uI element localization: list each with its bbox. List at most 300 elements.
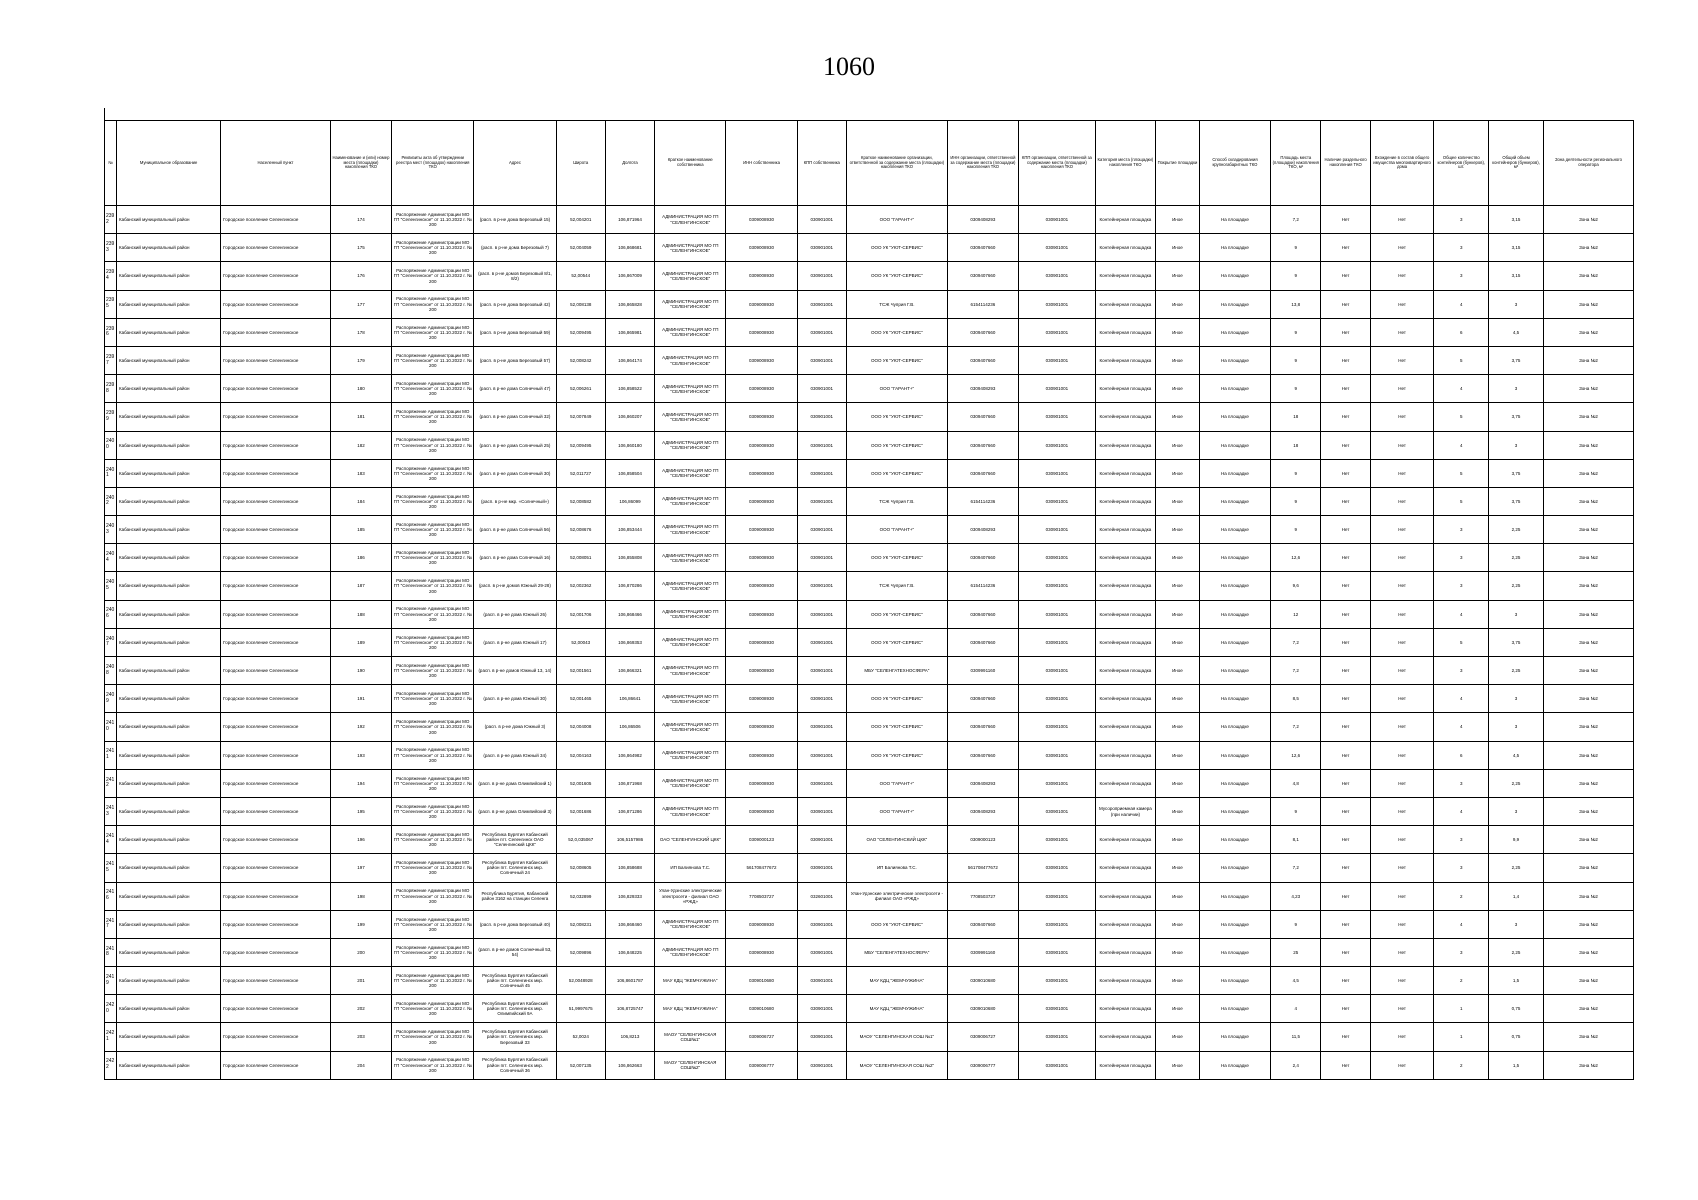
address-cell: (расп. в р-не дома Березовый 15) [474, 206, 556, 234]
category-cell: Контейнерная площадка [1095, 967, 1155, 995]
container-count-cell: 3 [1434, 234, 1489, 262]
column-header: Наименование и (или) номер места (площадки) накопления ТКО [330, 121, 391, 206]
area-cell: 7,2 [1271, 657, 1321, 685]
address-cell: (расп. в р-не дома Олимпийский 3) [474, 797, 556, 825]
category-cell: Контейнерная площадка [1095, 713, 1155, 741]
owner-cell: АДМИНИСТРАЦИЯ МО ГП "СЕЛЕНГИНСКОЕ" [655, 769, 726, 797]
organization-kpp-cell: 030901001 [1019, 290, 1096, 318]
zone-cell: Зона №2 [1543, 487, 1633, 515]
bulky-waste-cell: На площадке [1199, 769, 1270, 797]
settlement-cell: Городское поселение Селенгинское [221, 910, 331, 938]
zone-cell: Зона №2 [1543, 403, 1633, 431]
owner-inn-cell: 0309008930 [726, 628, 797, 656]
container-count-cell: 3 [1434, 854, 1489, 882]
bulky-waste-cell: На площадке [1199, 938, 1270, 966]
category-cell: Контейнерная площадка [1095, 854, 1155, 882]
zone-cell: Зона №2 [1543, 318, 1633, 346]
owner-inn-cell: 0309008930 [726, 797, 797, 825]
act-cell: Распоряжение Администрации МО ГП "Селенгинское" от 11.10.2022 г. № 200 [392, 459, 474, 487]
column-header: Категория места (площадки) накопления ТКО [1095, 121, 1155, 206]
coverage-cell: Иное [1156, 290, 1200, 318]
longitude-cell: 106,5157986 [605, 826, 654, 854]
site-id-cell: 177 [330, 290, 391, 318]
organization-cell: МАУ КДЦ "ЖЕМЧУЖИНА" [846, 967, 947, 995]
area-cell: 18 [1271, 431, 1321, 459]
row-number: 2418 [105, 938, 117, 966]
municipality-cell: Кабанский муниципальный район [117, 797, 221, 825]
table-row [105, 967, 1634, 995]
settlement-cell: Городское поселение Селенгинское [221, 262, 331, 290]
municipality-cell: Кабанский муниципальный район [117, 995, 221, 1023]
bulky-waste-cell: На площадке [1199, 290, 1270, 318]
table-row [105, 826, 1634, 854]
owner-cell: АДМИНИСТРАЦИЯ МО ГП "СЕЛЕНГИНСКОЕ" [655, 262, 726, 290]
owner-kpp-cell: 030901001 [797, 938, 846, 966]
organization-inn-cell: 6154114236 [947, 290, 1018, 318]
organization-kpp-cell: 030901001 [1019, 967, 1096, 995]
container-volume-cell: 4,5 [1489, 318, 1544, 346]
settlement-cell: Городское поселение Селенгинское [221, 234, 331, 262]
act-cell: Распоряжение Администрации МО ГП "Селенгинское" от 11.10.2022 г. № 200 [392, 572, 474, 600]
bulky-waste-cell: На площадке [1199, 262, 1270, 290]
latitude-cell: 52,032899 [556, 882, 605, 910]
longitude-cell: 106,871968 [605, 769, 654, 797]
common-property-cell: Нет [1370, 600, 1434, 628]
separate-collection-cell: Нет [1321, 741, 1370, 769]
longitude-cell: 106,868466 [605, 600, 654, 628]
table-row [105, 741, 1634, 769]
owner-cell: АДМИНИСТРАЦИЯ МО ГП "СЕЛЕНГИНСКОЕ" [655, 318, 726, 346]
separate-collection-cell: Нет [1321, 995, 1370, 1023]
latitude-cell: 51,9997675 [556, 995, 605, 1023]
longitude-cell: 106,871964 [605, 206, 654, 234]
address-cell: (расп. в р-не дома Солнечный 16) [474, 544, 556, 572]
organization-kpp-cell: 030901001 [1019, 234, 1096, 262]
owner-inn-cell: 0309008930 [726, 403, 797, 431]
container-volume-cell: 2,25 [1489, 572, 1544, 600]
table-row [105, 516, 1634, 544]
organization-kpp-cell: 030901001 [1019, 1023, 1096, 1051]
latitude-cell: 52,007849 [556, 403, 605, 431]
organization-inn-cell: 6154114236 [947, 572, 1018, 600]
organization-inn-cell: 0309407660 [947, 741, 1018, 769]
latitude-cell: 52,009896 [556, 938, 605, 966]
bulky-waste-cell: На площадке [1199, 459, 1270, 487]
container-count-cell: 2 [1434, 967, 1489, 995]
area-cell: 9 [1271, 262, 1321, 290]
container-volume-cell: 2,25 [1489, 657, 1544, 685]
organization-cell: ООО "ГАРАНТ+" [846, 769, 947, 797]
separate-collection-cell: Нет [1321, 657, 1370, 685]
common-property-cell: Нет [1370, 741, 1434, 769]
address-cell: Республика Бурятия Кабанский район пгт. Селенгинск мкр. Солнечный 24 [474, 854, 556, 882]
latitude-cell: 52,006261 [556, 375, 605, 403]
organization-cell: ООО УК "УЮТ-СЕРВИС" [846, 262, 947, 290]
address-cell: (расп. в р-не дома Березовый 42) [474, 290, 556, 318]
area-cell: 8,5 [1271, 685, 1321, 713]
owner-kpp-cell: 030901001 [797, 206, 846, 234]
latitude-cell: 52,004059 [556, 234, 605, 262]
category-cell: Контейнерная площадка [1095, 741, 1155, 769]
zone-cell: Зона №2 [1543, 206, 1633, 234]
municipality-cell: Кабанский муниципальный район [117, 826, 221, 854]
municipality-cell: Кабанский муниципальный район [117, 544, 221, 572]
column-header: Реквизиты акта об утверждении реестра мест (площадок) накопления ТКО [392, 121, 474, 206]
owner-cell: АДМИНИСТРАЦИЯ МО ГП "СЕЛЕНГИНСКОЕ" [655, 628, 726, 656]
bulky-waste-cell: На площадке [1199, 318, 1270, 346]
container-volume-cell: 4,5 [1489, 741, 1544, 769]
common-property-cell: Нет [1370, 882, 1434, 910]
owner-kpp-cell: 030901001 [797, 459, 846, 487]
organization-cell: ООО УК "УЮТ-СЕРВИС" [846, 741, 947, 769]
address-cell: (расп. в р-не домов Южный 13, 14) [474, 657, 556, 685]
site-id-cell: 191 [330, 685, 391, 713]
municipality-cell: Кабанский муниципальный район [117, 516, 221, 544]
site-id-cell: 203 [330, 1023, 391, 1051]
longitude-cell: 106,86099 [605, 487, 654, 515]
coverage-cell: Иное [1156, 628, 1200, 656]
latitude-cell: 52,001706 [556, 600, 605, 628]
municipality-cell: Кабанский муниципальный район [117, 403, 221, 431]
organization-cell: ООО УК "УЮТ-СЕРВИС" [846, 910, 947, 938]
latitude-cell: 52,004163 [556, 741, 605, 769]
common-property-cell: Нет [1370, 544, 1434, 572]
bulky-waste-cell: На площадке [1199, 657, 1270, 685]
owner-kpp-cell: 030901001 [797, 967, 846, 995]
separate-collection-cell: Нет [1321, 769, 1370, 797]
address-cell: (расп. в р-не дома Южный 34) [474, 741, 556, 769]
row-number: 2400 [105, 431, 117, 459]
organization-kpp-cell: 030901001 [1019, 544, 1096, 572]
row-number: 2411 [105, 741, 117, 769]
latitude-cell: 52,008605 [556, 854, 605, 882]
owner-kpp-cell: 030901001 [797, 600, 846, 628]
row-number: 2415 [105, 854, 117, 882]
longitude-cell: 106,8213 [605, 1023, 654, 1051]
zone-cell: Зона №2 [1543, 685, 1633, 713]
coverage-cell: Иное [1156, 262, 1200, 290]
latitude-cell: 52,008676 [556, 516, 605, 544]
owner-cell: АДМИНИСТРАЦИЯ МО ГП "СЕЛЕНГИНСКОЕ" [655, 938, 726, 966]
common-property-cell: Нет [1370, 290, 1434, 318]
organization-inn-cell: 0309407660 [947, 600, 1018, 628]
address-cell: (расп. в р-не дома Солнечный 32) [474, 403, 556, 431]
municipality-cell: Кабанский муниципальный район [117, 1051, 221, 1079]
coverage-cell: Иное [1156, 1023, 1200, 1051]
row-number: 2401 [105, 459, 117, 487]
row-number: 2410 [105, 713, 117, 741]
organization-kpp-cell: 030901001 [1019, 685, 1096, 713]
row-number: 2406 [105, 600, 117, 628]
owner-kpp-cell: 030901001 [797, 797, 846, 825]
table-row [105, 910, 1634, 938]
area-cell: 7,2 [1271, 713, 1321, 741]
organization-cell: ООО УК "УЮТ-СЕРВИС" [846, 318, 947, 346]
owner-cell: Улан-Удэнские электрические электросети - филиал ОАО «РЖД» [655, 882, 726, 910]
address-cell: Республика Бурятия Кабанский район пгт. Селенгинск мкр. Березовый 33 [474, 1023, 556, 1051]
site-id-cell: 182 [330, 431, 391, 459]
container-volume-cell: 3,75 [1489, 403, 1544, 431]
site-id-cell: 204 [330, 1051, 391, 1079]
address-cell: Республика Бурятия, Кабанский район 3162 на станции Селенга [474, 882, 556, 910]
organization-cell: ТСЖ Чуприя Г.В. [846, 487, 947, 515]
owner-cell: АДМИНИСТРАЦИЯ МО ГП "СЕЛЕНГИНСКОЕ" [655, 206, 726, 234]
municipality-cell: Кабанский муниципальный район [117, 487, 221, 515]
common-property-cell: Нет [1370, 657, 1434, 685]
owner-inn-cell: 0309008930 [726, 318, 797, 346]
row-number: 2394 [105, 262, 117, 290]
act-cell: Распоряжение Администрации МО ГП "Селенгинское" от 11.10.2022 г. № 200 [392, 600, 474, 628]
organization-kpp-cell: 030901001 [1019, 713, 1096, 741]
row-number: 2416 [105, 882, 117, 910]
separate-collection-cell: Нет [1321, 431, 1370, 459]
common-property-cell: Нет [1370, 797, 1434, 825]
municipality-cell: Кабанский муниципальный район [117, 685, 221, 713]
organization-inn-cell: 0309408293 [947, 516, 1018, 544]
owner-inn-cell: 0309008930 [726, 262, 797, 290]
common-property-cell: Нет [1370, 1023, 1434, 1051]
settlement-cell: Городское поселение Селенгинское [221, 487, 331, 515]
column-header: Покрытие площадки [1156, 121, 1200, 206]
latitude-cell: 52,008231 [556, 910, 605, 938]
container-count-cell: 5 [1434, 346, 1489, 374]
latitude-cell: 52,008138 [556, 290, 605, 318]
owner-inn-cell: 0309008930 [726, 516, 797, 544]
column-header: ИНН собственника [726, 121, 797, 206]
longitude-cell: 106,864982 [605, 741, 654, 769]
settlement-cell: Городское поселение Селенгинское [221, 685, 331, 713]
settlement-cell: Городское поселение Селенгинское [221, 572, 331, 600]
coverage-cell: Иное [1156, 431, 1200, 459]
row-number: 2404 [105, 544, 117, 572]
category-cell: Контейнерная площадка [1095, 487, 1155, 515]
owner-kpp-cell: 030901001 [797, 262, 846, 290]
address-cell: (расп. в р-не дома Березовый 40) [474, 910, 556, 938]
common-property-cell: Нет [1370, 234, 1434, 262]
organization-inn-cell: 0309407660 [947, 262, 1018, 290]
area-cell: 9 [1271, 375, 1321, 403]
site-id-cell: 180 [330, 375, 391, 403]
coverage-cell: Иное [1156, 938, 1200, 966]
organization-inn-cell: 0309408293 [947, 375, 1018, 403]
owner-cell: АДМИНИСТРАЦИЯ МО ГП "СЕЛЕНГИНСКОЕ" [655, 600, 726, 628]
municipality-cell: Кабанский муниципальный район [117, 769, 221, 797]
owner-kpp-cell: 030901001 [797, 403, 846, 431]
organization-kpp-cell: 030901001 [1019, 910, 1096, 938]
zone-cell: Зона №2 [1543, 628, 1633, 656]
category-cell: Контейнерная площадка [1095, 459, 1155, 487]
owner-cell: АДМИНИСТРАЦИЯ МО ГП "СЕЛЕНГИНСКОЕ" [655, 290, 726, 318]
address-cell: (расп. в р-не дома Южный 26) [474, 600, 556, 628]
zone-cell: Зона №2 [1543, 657, 1633, 685]
settlement-cell: Городское поселение Селенгинское [221, 206, 331, 234]
bulky-waste-cell: На площадке [1199, 910, 1270, 938]
area-cell: 9,6 [1271, 572, 1321, 600]
common-property-cell: Нет [1370, 769, 1434, 797]
organization-cell: МАОУ "СЕЛЕНГИНСКАЯ СОШ №1" [846, 1023, 947, 1051]
settlement-cell: Городское поселение Селенгинское [221, 628, 331, 656]
separate-collection-cell: Нет [1321, 628, 1370, 656]
container-count-cell: 4 [1434, 431, 1489, 459]
container-count-cell: 3 [1434, 769, 1489, 797]
owner-inn-cell: 0309008930 [726, 910, 797, 938]
latitude-cell: 52,004008 [556, 713, 605, 741]
owner-inn-cell: 0309008930 [726, 685, 797, 713]
owner-cell: АДМИНИСТРАЦИЯ МО ГП "СЕЛЕНГИНСКОЕ" [655, 797, 726, 825]
organization-cell: Улан-Удэнские электрические электросети - филиал ОАО «РЖД» [846, 882, 947, 910]
site-id-cell: 189 [330, 628, 391, 656]
owner-kpp-cell: 030901001 [797, 1051, 846, 1079]
zone-cell: Зона №2 [1543, 938, 1633, 966]
container-volume-cell: 2,25 [1489, 769, 1544, 797]
table-row [105, 713, 1634, 741]
latitude-cell: 52,001605 [556, 769, 605, 797]
municipality-cell: Кабанский муниципальный район [117, 854, 221, 882]
longitude-cell: 106,848225 [605, 938, 654, 966]
longitude-cell: 106,86641 [605, 685, 654, 713]
settlement-cell: Городское поселение Селенгинское [221, 854, 331, 882]
container-count-cell: 1 [1434, 1023, 1489, 1051]
owner-kpp-cell: 030901001 [797, 995, 846, 1023]
site-id-cell: 184 [330, 487, 391, 515]
longitude-cell: 106,8725747 [605, 995, 654, 1023]
act-cell: Распоряжение Администрации МО ГП "Селенгинское" от 11.10.2022 г. № 200 [392, 826, 474, 854]
address-cell: (расп. в р-не домов Березовый 8/1, 8/2) [474, 262, 556, 290]
category-cell: Контейнерная площадка [1095, 628, 1155, 656]
coverage-cell: Иное [1156, 487, 1200, 515]
common-property-cell: Нет [1370, 1051, 1434, 1079]
container-volume-cell: 3 [1489, 600, 1544, 628]
owner-cell: МАУ КДЦ "ЖЕМЧУЖИНА" [655, 995, 726, 1023]
site-id-cell: 200 [330, 938, 391, 966]
category-cell: Контейнерная площадка [1095, 572, 1155, 600]
zone-cell: Зона №2 [1543, 1051, 1633, 1079]
coverage-cell: Иное [1156, 1051, 1200, 1079]
organization-kpp-cell: 030901001 [1019, 346, 1096, 374]
zone-cell: Зона №2 [1543, 431, 1633, 459]
site-id-cell: 197 [330, 854, 391, 882]
container-count-cell: 5 [1434, 628, 1489, 656]
container-count-cell: 2 [1434, 1051, 1489, 1079]
area-cell: 7,2 [1271, 854, 1321, 882]
container-count-cell: 4 [1434, 797, 1489, 825]
act-cell: Распоряжение Администрации МО ГП "Селенгинское" от 11.10.2022 г. № 200 [392, 769, 474, 797]
owner-kpp-cell: 030901001 [797, 431, 846, 459]
owner-inn-cell: 0309010680 [726, 995, 797, 1023]
bulky-waste-cell: На площадке [1199, 741, 1270, 769]
owner-inn-cell: 0309008930 [726, 346, 797, 374]
owner-inn-cell: 0309008930 [726, 375, 797, 403]
settlement-cell: Городское поселение Селенгинское [221, 431, 331, 459]
settlement-cell: Городское поселение Селенгинское [221, 797, 331, 825]
separate-collection-cell: Нет [1321, 544, 1370, 572]
zone-cell: Зона №2 [1543, 826, 1633, 854]
category-cell: Мусороприемная камера (при наличии) [1095, 797, 1155, 825]
site-id-cell: 193 [330, 741, 391, 769]
table-row [105, 685, 1634, 713]
area-cell: 12,6 [1271, 544, 1321, 572]
table-row [105, 346, 1634, 374]
bulky-waste-cell: На площадке [1199, 628, 1270, 656]
owner-inn-cell: 0309008930 [726, 431, 797, 459]
settlement-cell: Городское поселение Селенгинское [221, 713, 331, 741]
zone-cell: Зона №2 [1543, 262, 1633, 290]
separate-collection-cell: Нет [1321, 600, 1370, 628]
address-cell: (расп. в р-не дома Березовый 59) [474, 318, 556, 346]
organization-cell: МБУ "СЕЛЕНГАТЕХНОСФЕРА" [846, 657, 947, 685]
latitude-cell: 52,0024 [556, 1023, 605, 1051]
longitude-cell: 106,871286 [605, 797, 654, 825]
area-cell: 9 [1271, 459, 1321, 487]
zone-cell: Зона №2 [1543, 995, 1633, 1023]
longitude-cell: 106,858504 [605, 459, 654, 487]
address-cell: (расп. в р-не дома Южный 3) [474, 713, 556, 741]
table-row [105, 854, 1634, 882]
organization-cell: ООО "ГАРАНТ+" [846, 797, 947, 825]
owner-cell: АДМИНИСТРАЦИЯ МО ГП "СЕЛЕНГИНСКОЕ" [655, 234, 726, 262]
area-cell: 25 [1271, 938, 1321, 966]
header-row [105, 121, 1634, 206]
coverage-cell: Иное [1156, 910, 1200, 938]
container-volume-cell: 3,75 [1489, 487, 1544, 515]
bulky-waste-cell: На площадке [1199, 403, 1270, 431]
latitude-cell: 52,002362 [556, 572, 605, 600]
site-id-cell: 202 [330, 995, 391, 1023]
organization-kpp-cell: 030901001 [1019, 487, 1096, 515]
zone-cell: Зона №2 [1543, 797, 1633, 825]
container-volume-cell: 2,25 [1489, 516, 1544, 544]
organization-kpp-cell: 030901001 [1019, 262, 1096, 290]
coverage-cell: Иное [1156, 769, 1200, 797]
zone-cell: Зона №2 [1543, 375, 1633, 403]
site-id-cell: 185 [330, 516, 391, 544]
category-cell: Контейнерная площадка [1095, 657, 1155, 685]
separate-collection-cell: Нет [1321, 685, 1370, 713]
row-number: 2413 [105, 797, 117, 825]
zone-cell: Зона №2 [1543, 544, 1633, 572]
organization-inn-cell: 7708503727 [947, 882, 1018, 910]
act-cell: Распоряжение Администрации МО ГП "Селенгинское" от 11.10.2022 г. № 200 [392, 318, 474, 346]
act-cell: Распоряжение Администрации МО ГП "Селенгинское" от 11.10.2022 г. № 200 [392, 882, 474, 910]
latitude-cell: 52,008582 [556, 487, 605, 515]
container-volume-cell: 3,15 [1489, 234, 1544, 262]
organization-cell: ИП Балиянова Т.С. [846, 854, 947, 882]
site-id-cell: 198 [330, 882, 391, 910]
separate-collection-cell: Нет [1321, 516, 1370, 544]
owner-inn-cell: 0309008930 [726, 769, 797, 797]
site-id-cell: 201 [330, 967, 391, 995]
owner-cell: АДМИНИСТРАЦИЯ МО ГП "СЕЛЕНГИНСКОЕ" [655, 657, 726, 685]
coverage-cell: Иное [1156, 741, 1200, 769]
municipality-cell: Кабанский муниципальный район [117, 206, 221, 234]
settlement-cell: Городское поселение Селенгинское [221, 967, 331, 995]
zone-cell: Зона №2 [1543, 854, 1633, 882]
latitude-cell: 52,004201 [556, 206, 605, 234]
separate-collection-cell: Нет [1321, 459, 1370, 487]
owner-inn-cell: 0309010680 [726, 967, 797, 995]
municipality-cell: Кабанский муниципальный район [117, 290, 221, 318]
organization-inn-cell: 0309407660 [947, 234, 1018, 262]
address-cell: (расп. в р-не дома Олимпийский 1) [474, 769, 556, 797]
settlement-cell: Городское поселение Селенгинское [221, 657, 331, 685]
coverage-cell: Иное [1156, 403, 1200, 431]
category-cell: Контейнерная площадка [1095, 685, 1155, 713]
common-property-cell: Нет [1370, 826, 1434, 854]
coverage-cell: Иное [1156, 318, 1200, 346]
bulky-waste-cell: На площадке [1199, 995, 1270, 1023]
address-cell: (расп. в р-не дома Южный 30) [474, 685, 556, 713]
container-volume-cell: 3 [1489, 797, 1544, 825]
